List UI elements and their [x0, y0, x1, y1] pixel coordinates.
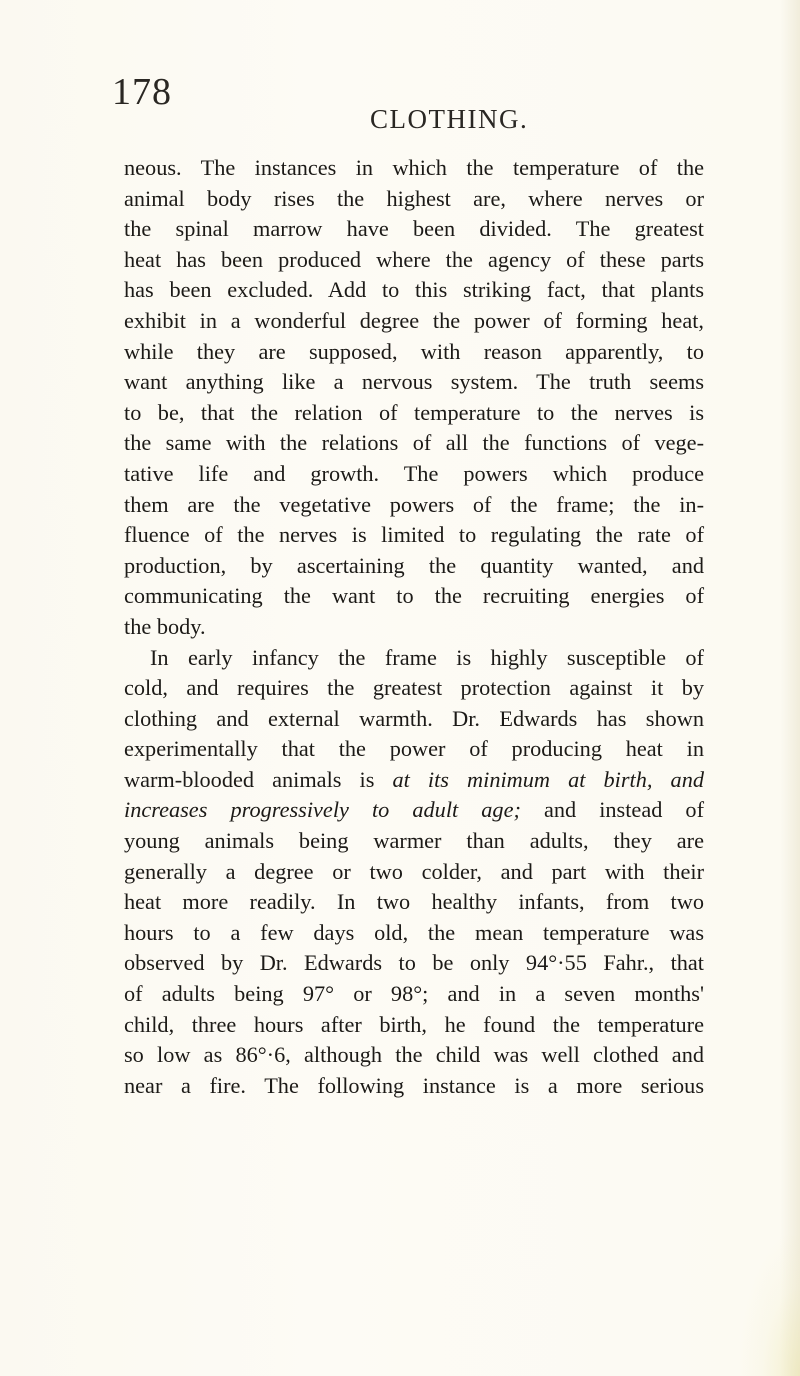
text-line: production, by ascertaining the quantity wanted, and [124, 552, 704, 578]
text-line: the spinal marrow have been divided. The greatest [124, 216, 704, 242]
text-line: so low as 86°·6, although the child was well clothed and [124, 1042, 704, 1068]
paragraph-first-line: In early infancy the frame is highly susceptible of [150, 644, 704, 670]
text-line: while they are supposed, with reason apparently, to [124, 338, 704, 364]
body-text [124, 153, 704, 1101]
page-edge-shadow [780, 0, 800, 1376]
text-line: tative life and growth. The powers which produce [124, 460, 704, 486]
text-span: warm-blooded animals is [124, 766, 393, 792]
italic-span: at its minimum at birth, and [392, 766, 704, 792]
text-line: them are the vegetative powers of the frame; the in- [124, 491, 704, 517]
text-line: exhibit in a wonderful degree the power of forming heat, [124, 307, 704, 333]
text-line: the same with the relations of all the functions of vege- [124, 430, 704, 456]
running-head: CLOTHING. [370, 104, 529, 134]
text-line: generally a degree or two colder, and part with their [124, 858, 704, 884]
text-line: has been excluded. Add to this striking fact, that plants [124, 277, 704, 303]
text-span: and instead of [520, 797, 704, 823]
text-line: observed by Dr. Edwards to be only 94°·55 Fahr., that [124, 950, 704, 976]
text-line [124, 765, 704, 796]
text-line: fluence of the nerves is limited to regulating the rate of [124, 522, 704, 548]
text-line: child, three hours after birth, he found the temperature [124, 1011, 704, 1037]
text-line: cold, and requires the greatest protection against it by [124, 675, 704, 701]
text-line: heat has been produced where the agency of these parts [124, 246, 704, 272]
text-line: experimentally that the power of producing heat in [124, 736, 704, 762]
text-line [124, 795, 704, 826]
paragraph-end-line: the body. [124, 613, 206, 639]
text-line: heat more readily. In two healthy infants, from two [124, 889, 704, 915]
text-line: clothing and external warmth. Dr. Edwards has shown [124, 705, 704, 731]
page-header [0, 70, 800, 134]
text-line: to be, that the relation of temperature to the nerves is [124, 399, 704, 425]
text-line: young animals being warmer than adults, they are [124, 828, 704, 854]
italic-span: increases progressively to adult age; [124, 797, 521, 823]
text-line: hours to a few days old, the mean temperature was [124, 919, 704, 945]
text-line: communicating the want to the recruiting energies of [124, 583, 704, 609]
paper-stain [740, 1236, 800, 1376]
text-line: near a fire. The following instance is a more serious [124, 1072, 704, 1098]
text-line: want anything like a nervous system. The truth seems [124, 369, 704, 395]
text-line: neous. The instances in which the temperature of the [124, 155, 704, 180]
text-line: of adults being 97° or 98°; and in a seven months' [124, 981, 704, 1007]
text-line: animal body rises the highest are, where nerves or [124, 185, 704, 211]
page-number: 178 [112, 71, 172, 113]
